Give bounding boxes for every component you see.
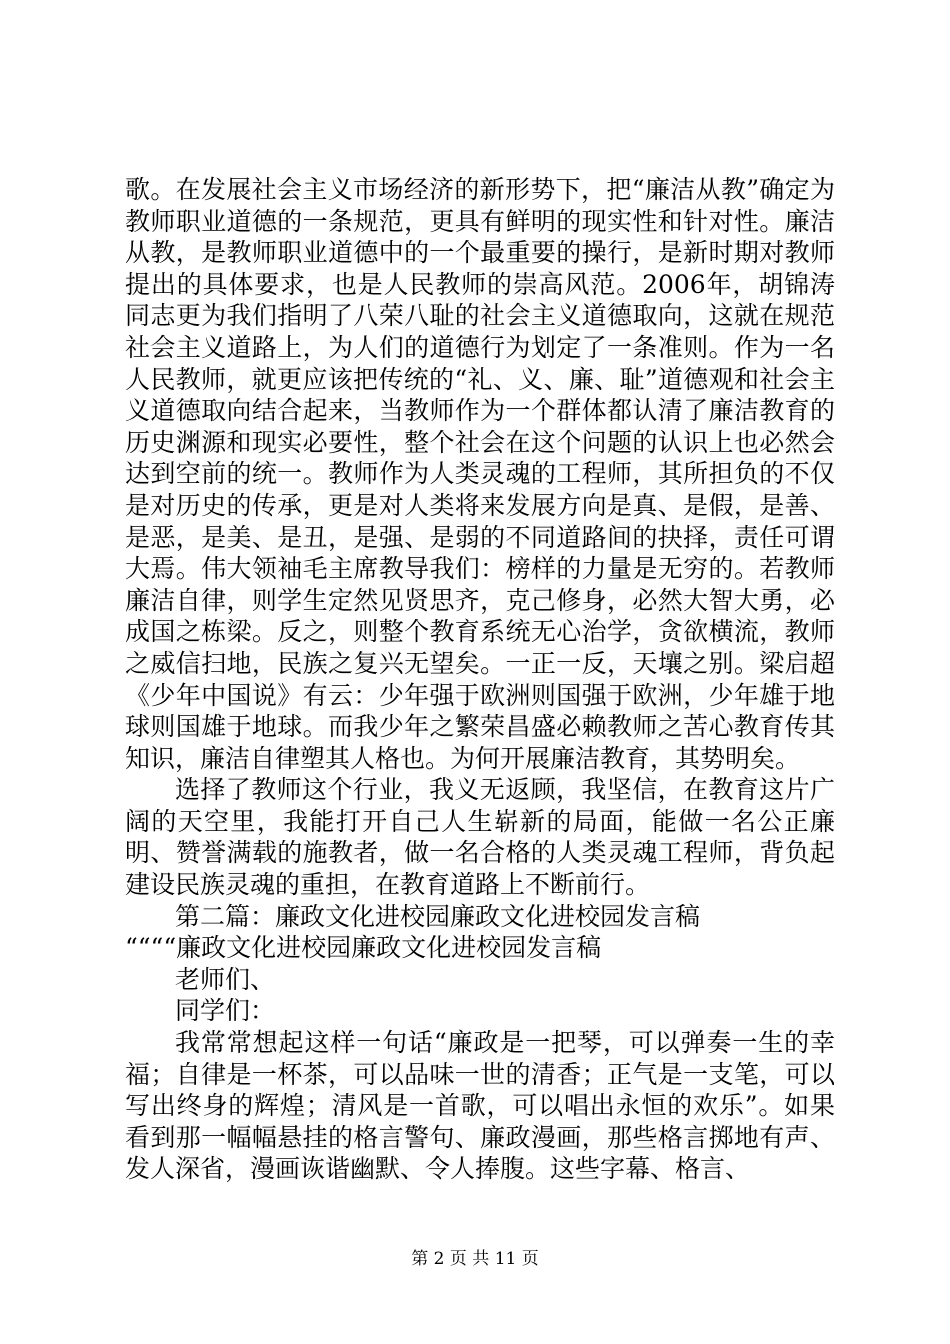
greeting-teachers: 老师们、 xyxy=(175,964,276,994)
paragraph-3: 我常常想起这样一句话“廉政是一把琴，可以弹奏一生的幸福；自律是一杯茶，可以品味一世的清香；正气是一支笔，可以写出终身的辉煌；清风是一首歌，可以唱出永恒的欢乐”。如果看到那一幅幅悬挂的格言警句、廉政漫画，那些格言掷地有声、发人深省，漫画诙谐幽默、令人捧腹。这些字幕、格言、 xyxy=(125,1028,835,1184)
paragraph-1: 歌。在发展社会主义市场经济的新形势下，把“廉洁从教”确定为教师职业道德的一条规范，更具有鲜明的现实性和针对性。廉洁从教，是教师职业道德中的一个最重要的操行，是新时期对教师提出的具体要求，也是人民教师的崇高风范。2006年，胡锦涛同志更为我们指明了八荣八耻的社会主义道德取向，这就在规范社会主义道路上，为人们的道德行为划定了一条准则。作为一名人民教师，就更应该把传统的“礼、义、廉、耻”道德观和社会主义道德取向结合起来，当教师作为一个群体都认清了廉洁教育的历史渊源和现实必要性，整个社会在这个问题的认识上也必然会达到空前的统一。教师作为人类灵魂的工程师，其所担负的不仅是对历史的传承，更是对人类将来发展方向是真、是假，是善、是恶，是美、是丑，是强、是弱的不同道路间的抉择，责任可谓大焉。伟大领袖毛主席教导我们：榜样的力量是无穷的。若教师廉洁自律，则学生定然见贤思齐，克己修身，必然大智大勇，必成国之栋梁。反之，则整个教育系统无心治学，贪欲横流，教师之威信扫地，民族之复兴无望矣。一正一反，天壤之别。梁启超《少年中国说》有云：少年强于欧洲则国强于欧洲，少年雄于地球则国雄于地球。而我少年之繁荣昌盛必赖教师之苦心教育传其知识，廉洁自律塑其人格也。为何开展廉洁教育，其势明矣。 xyxy=(125,175,835,773)
greeting-students: 同学们： xyxy=(175,996,276,1026)
document-body xyxy=(125,174,835,1185)
section-subheading: ““““廉政文化进校园廉政文化进校园发言稿 xyxy=(125,933,602,963)
page-footer: 第 2 页 共 11 页 xyxy=(411,1249,539,1269)
section-heading: 第二篇：廉政文化进校园廉政文化进校园发言稿 xyxy=(175,901,701,931)
paragraph-2: 选择了教师这个行业，我义无返顾，我坚信，在教育这片广阔的天空里，我能打开自己人生崭新的局面，能做一名公正廉明、赞誉满载的施教者，做一名合格的人类灵魂工程师，背负起建设民族灵魂的重担，在教育道路上不断前行。 xyxy=(125,775,835,900)
